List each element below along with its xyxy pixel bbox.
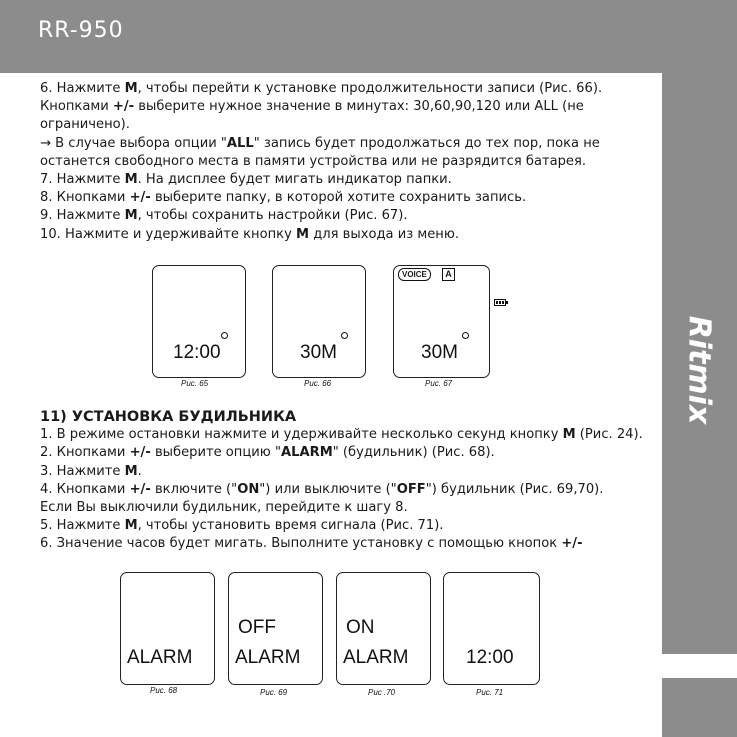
text-segment: 2. Кнопками bbox=[40, 445, 130, 461]
text-segment: ") будильник (Рис. 69,70). bbox=[425, 481, 604, 497]
figure-caption: Рис. 68 bbox=[150, 686, 178, 695]
emphasis-text: M bbox=[124, 463, 138, 479]
figure-caption: Рис .70 bbox=[368, 688, 396, 697]
section-heading: 11) УСТАНОВКА БУДИЛЬНИКА bbox=[40, 409, 297, 425]
lcd-bottom-label: ALARM bbox=[235, 647, 301, 668]
figure-caption: Рис. 69 bbox=[260, 688, 288, 697]
text-segment: для выхода из меню. bbox=[309, 226, 460, 242]
text-segment: , чтобы сохранить настройки (Рис. 67). bbox=[137, 208, 408, 224]
emphasis-text: +/- bbox=[129, 481, 151, 497]
figure-caption: Рис. 66 bbox=[304, 379, 332, 388]
clock-icon bbox=[462, 332, 469, 339]
text-segment: 1. В режиме остановки нажмите и удерживайте несколько секунд кнопку bbox=[40, 427, 563, 443]
emphasis-text: M bbox=[124, 172, 138, 188]
lcd-figure-68 bbox=[120, 572, 215, 685]
emphasis-text: M bbox=[124, 81, 138, 96]
lcd-figure-66 bbox=[272, 265, 366, 378]
emphasis-text: +/- bbox=[129, 445, 151, 461]
text-segment: выберите папку, в которой хотите сохранить запись. bbox=[150, 190, 527, 206]
figure-caption: Рис. 65 bbox=[181, 379, 209, 388]
section-alarm-setup bbox=[40, 408, 655, 554]
emphasis-text: M bbox=[124, 518, 138, 534]
text-segment: " (будильник) (Рис. 68). bbox=[332, 445, 495, 461]
folder-indicator: A bbox=[442, 268, 455, 281]
emphasis-text: ALARM bbox=[281, 445, 333, 461]
lcd-bottom-label: ALARM bbox=[343, 647, 409, 668]
text-segment: 5. Нажмите bbox=[40, 518, 125, 534]
instruction-line bbox=[40, 517, 655, 535]
text-segment: . На дисплее будет мигать индикатор папки. bbox=[137, 172, 452, 188]
instruction-line bbox=[40, 207, 655, 225]
clock-icon bbox=[341, 332, 348, 339]
text-segment: 9. Нажмите bbox=[40, 208, 125, 224]
instruction-line bbox=[40, 426, 655, 444]
brand-logo: Ritmix bbox=[681, 315, 717, 425]
instruction-line bbox=[40, 189, 655, 207]
lcd-figure-71 bbox=[443, 572, 540, 685]
side-bar-lower bbox=[662, 678, 737, 737]
instruction-line bbox=[40, 481, 655, 499]
text-segment: , чтобы установить время сигнала (Рис. 71). bbox=[137, 518, 444, 534]
text-segment: (Рис. 24). bbox=[575, 427, 643, 443]
emphasis-text: M bbox=[124, 208, 138, 224]
lcd-time: 30M bbox=[300, 342, 337, 363]
text-segment: " запись будет продолжаться до тех пор, пока не останется свободного места в памяти устройства или не разрядится батарея. bbox=[40, 135, 600, 169]
clock-icon bbox=[221, 332, 228, 339]
section-recording-duration bbox=[40, 80, 655, 244]
instruction-line bbox=[40, 171, 655, 189]
text-segment: 3. Нажмите bbox=[40, 463, 125, 479]
instruction-line bbox=[40, 80, 655, 98]
emphasis-text: +/- bbox=[561, 536, 583, 552]
battery-icon bbox=[494, 299, 506, 306]
instruction-line bbox=[40, 226, 655, 244]
instruction-line bbox=[40, 98, 655, 134]
text-segment: , чтобы перейти к установке продолжительности записи (Рис. 66). bbox=[137, 81, 603, 96]
text-segment: 10. Нажмите и удерживайте кнопку bbox=[40, 226, 296, 242]
emphasis-text: +/- bbox=[129, 190, 151, 206]
text-segment: 6. Значение часов будет мигать. Выполните установку с помощью кнопок bbox=[40, 536, 562, 552]
voice-mode-badge: VOICE bbox=[398, 268, 431, 281]
lcd-time: 12:00 bbox=[173, 342, 221, 363]
emphasis-text: M bbox=[562, 427, 576, 443]
figure-caption: Рис. 71 bbox=[476, 688, 504, 697]
text-segment: 8. Кнопками bbox=[40, 190, 130, 206]
instruction-line bbox=[40, 535, 655, 553]
text-segment: 4. Кнопками bbox=[40, 481, 130, 497]
lcd-figure-65 bbox=[152, 265, 246, 378]
emphasis-text: +/- bbox=[112, 99, 135, 115]
text-segment: Кнопками bbox=[40, 99, 113, 115]
lcd-time: 30M bbox=[421, 342, 458, 363]
lcd-figure-67 bbox=[393, 265, 490, 378]
text-segment: 7. Нажмите bbox=[40, 172, 125, 188]
text-segment: 6. Нажмите bbox=[40, 81, 125, 96]
instruction-line bbox=[40, 463, 655, 481]
figure-caption: Рис. 67 bbox=[425, 379, 453, 388]
text-segment: → В случае выбора опции " bbox=[40, 135, 227, 151]
page-header bbox=[0, 0, 737, 73]
lcd-figure-70 bbox=[336, 572, 431, 685]
lcd-figure-69 bbox=[228, 572, 323, 685]
lcd-bottom-label: 12:00 bbox=[466, 647, 514, 668]
text-segment: выберите опцию " bbox=[150, 445, 281, 461]
instruction-line bbox=[40, 444, 655, 462]
emphasis-text: OFF bbox=[396, 481, 426, 497]
lcd-top-label: ON bbox=[346, 617, 375, 638]
text-segment: ") или выключите (" bbox=[259, 481, 397, 497]
lcd-bottom-label: ALARM bbox=[127, 647, 193, 668]
text-segment: выберите нужное значение в минутах: 30,60,90,120 или ALL (не ограничено). bbox=[40, 99, 584, 133]
instruction-line bbox=[40, 499, 655, 517]
text-segment: Если Вы выключили будильник, перейдите к шагу 8. bbox=[40, 500, 408, 516]
text-segment: . bbox=[137, 463, 142, 479]
emphasis-text: ON bbox=[237, 481, 260, 497]
instruction-line bbox=[40, 135, 655, 171]
emphasis-text: M bbox=[296, 226, 310, 242]
lcd-top-label: OFF bbox=[238, 617, 276, 638]
model-title: RR-950 bbox=[38, 18, 124, 43]
emphasis-text: ALL bbox=[226, 135, 254, 151]
text-segment: включите (" bbox=[150, 481, 238, 497]
